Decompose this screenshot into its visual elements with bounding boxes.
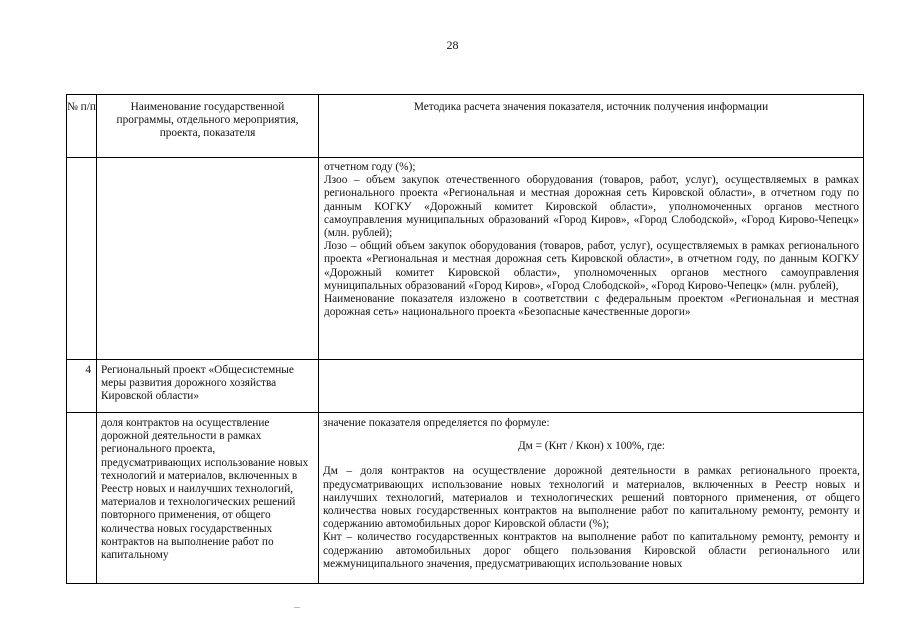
continuation-row: [67, 158, 864, 360]
formula: Дм = (Кнт / Ккон) х 100%, где:: [517, 440, 666, 453]
indicator-num-cell: [67, 413, 97, 584]
indicator-name: доля контрактов на осуществление дорожной деятельности в рамках регионального проекта, предусматривающих использование новых технологий и материалов, включенных в Реестр новых и наилучших технологий, материалов и технологических решений повторного применения, от общего количества новых государственных контрактов на выполнение работ по капитальному: [97, 413, 319, 584]
scan-mark: [294, 607, 300, 608]
page-number: 28: [446, 38, 459, 52]
continuation-paragraph: отчетном году (%);: [324, 161, 416, 173]
row-4-method-cell: [319, 360, 864, 413]
header-method: Методика расчета значения показателя, источник получения информации: [319, 95, 864, 158]
formula-intro: значение показателя определяется по формуле:: [323, 417, 550, 429]
continuation-method-cell: [319, 158, 864, 360]
table-header-row: [67, 95, 864, 158]
continuation-num-cell: [67, 158, 97, 360]
indicator-paragraph: Дм – доля контрактов на осуществление дорожной деятельности в рамках регионального проекта, предусматривающих использование новых технологий и материалов, включенных в Реестр новых и наилучших технологий, материалов и технологических решений повторного применения, от общего количества новых государственных контрактов на выполнение работ по капитальному ремонту, ремонту и содержанию автомобильных дорог Кировской области (%);: [323, 465, 860, 531]
row-4-name: Региональный проект «Общесистемные меры развития дорожного хозяйства Кировской области»: [97, 360, 319, 413]
indicator-row: [67, 413, 864, 584]
indicator-method-cell: [319, 413, 864, 584]
continuation-name-cell: [97, 158, 319, 360]
header-name: Наименование государственной программы, отдельного мероприятия, проекта, показателя: [97, 95, 319, 158]
row-4-number: 4: [67, 360, 97, 413]
continuation-paragraph: Наименование показателя изложено в соответствии с федеральным проектом «Региональная и местная дорожная сеть» национального проекта «Безопасные качественные дороги»: [324, 293, 859, 319]
methodology-table: [66, 94, 864, 584]
header-number: № п/п: [67, 95, 97, 158]
continuation-paragraph: Лзоо – объем закупок отечественного оборудования (товаров, работ, услуг), осуществляемых в рамках регионального проекта «Региональная и местная дорожная сеть Кировской области», в отчетном году по данным КОГКУ «Дорожный комитет Кировской области», уполномоченных органов местного самоуправления муниципальных образований «Город Киров», «Город Слободской», «Город Кирово-Чепецк» (млн. рублей);: [324, 174, 859, 240]
row-4: [67, 360, 864, 413]
indicator-paragraph: Кнт – количество государственных контрактов на выполнение работ по капитальному ремонту, ремонту и содержанию автомобильных дорог общего пользования Кировской области регионального или межмуниципального значения, предусматривающих использование новых: [323, 531, 860, 570]
continuation-paragraph: Лозо – общий объем закупок оборудования (товаров, работ, услуг), осуществляемых в рамках регионального проекта «Региональная и местная дорожная сеть Кировской области», в отчетном году, по данным КОГКУ «Дорожный комитет Кировской области», уполномоченных органов местного самоуправления муниципальных образований «Город Киров», «Город Слободской», «Город Кирово-Чепецк» (млн. рублей),: [324, 240, 859, 292]
